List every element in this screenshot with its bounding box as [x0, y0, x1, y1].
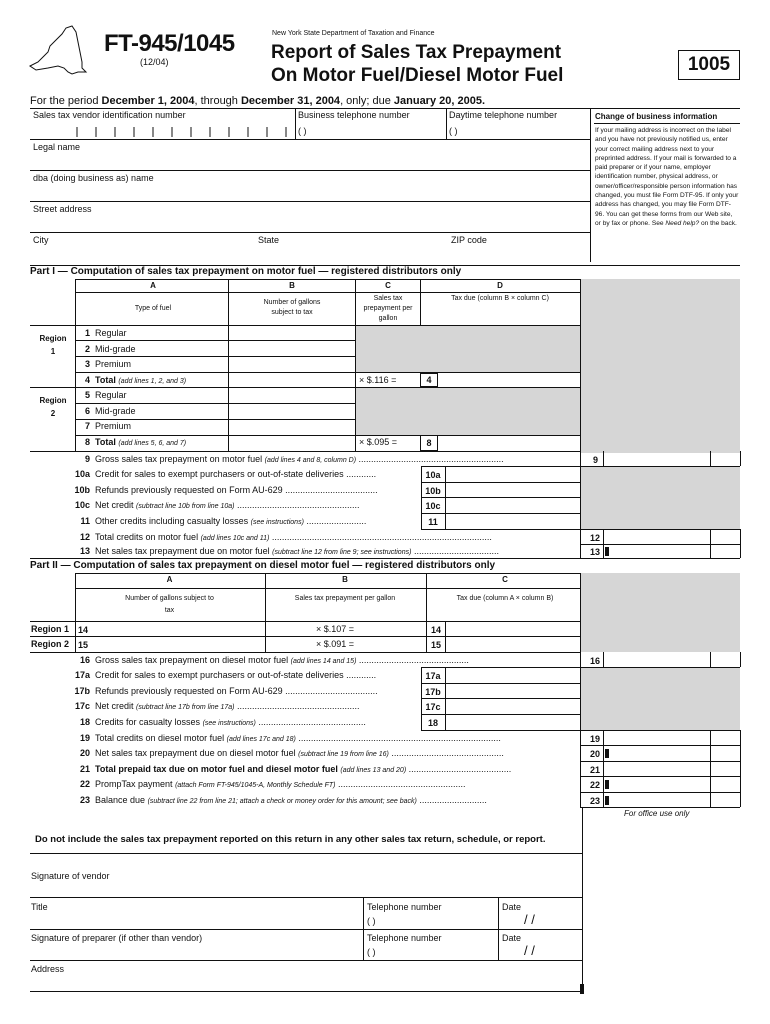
- business-phone-field[interactable]: ( ): [298, 126, 307, 136]
- line-14-rate: × $.107 =: [316, 624, 355, 634]
- line-17b-box: 17b: [425, 687, 441, 697]
- form-number: FT-945/1045: [104, 30, 235, 57]
- daytime-phone-label: Daytime telephone number: [449, 110, 558, 120]
- form-corner-mark: [580, 984, 584, 994]
- line-14-tax-due-input[interactable]: [446, 622, 579, 635]
- line-22-amount-input[interactable]: [610, 777, 709, 791]
- zip-label: ZIP code: [451, 235, 487, 245]
- vendor-id-field[interactable]: [30, 121, 295, 137]
- form-code-box: 1005: [678, 50, 740, 80]
- line-10c-amount-input[interactable]: [446, 498, 579, 512]
- part1-col-c: C: [385, 281, 391, 290]
- line-21: 21 Total prepaid tax due on motor fuel and diesel motor fuel (add lines 13 and 20) .........................................: [79, 764, 512, 774]
- form-title-line2: On Motor Fuel/Diesel Motor Fuel: [271, 65, 564, 86]
- part1-col-b: B: [289, 281, 295, 290]
- line-4-box: 4: [420, 373, 438, 387]
- part1-row-8: 8 Total (add lines 5, 6, and 7): [84, 437, 187, 447]
- city-state-zip-field[interactable]: [30, 233, 590, 263]
- dba-label: dba (doing business as) name: [33, 173, 154, 183]
- line-9: 9 Gross sales tax prepayment on motor fuel (add lines 4 and 8, column D) ..........................................................: [84, 454, 504, 464]
- line-17b: 17b Refunds previously requested on Form AU-629 .....................................: [74, 686, 378, 696]
- line-1-gallons-input[interactable]: [229, 326, 354, 340]
- warning-notice: Do not include the sales tax prepayment reported on this return in any other sales tax return, schedule, or report.: [35, 834, 546, 845]
- legal-name-label: Legal name: [33, 142, 81, 152]
- part2-head-a: Number of gallons subject to tax: [125, 595, 214, 614]
- dba-field[interactable]: [30, 171, 590, 201]
- part2-col-a: A: [166, 575, 173, 584]
- line-8-gallons-input[interactable]: [229, 436, 354, 450]
- line-23-box: 23: [590, 796, 601, 806]
- line-19-box: 19: [590, 734, 601, 744]
- line-22-box: 22: [590, 780, 601, 790]
- line-21-amount-input[interactable]: [604, 762, 709, 775]
- preparer-signature-label: Signature of preparer (if other than vendor): [31, 933, 203, 943]
- part1-row-6: 6 Mid-grade: [84, 406, 136, 416]
- line-13-box: 13: [590, 547, 601, 557]
- address-label: Address: [31, 964, 65, 974]
- line-17c-box: 17c: [425, 702, 441, 712]
- change-info-title: Change of business information: [595, 112, 718, 121]
- line-8-tax-due-input[interactable]: [439, 436, 579, 450]
- line-17a-amount-input[interactable]: [446, 668, 579, 682]
- line-17c-amount-input[interactable]: [446, 699, 579, 713]
- legal-name-field[interactable]: [30, 140, 590, 170]
- part1-head-c: Sales tax prepayment per gallon: [363, 295, 413, 322]
- line-10a-box: 10a: [425, 470, 441, 480]
- part2-head-b: Sales tax prepayment per gallon: [294, 595, 396, 602]
- line-3-gallons-input[interactable]: [229, 357, 354, 371]
- line-10b: 10b Refunds previously requested on Form AU-629 .....................................: [74, 485, 378, 495]
- line-4-tax-due-input[interactable]: [439, 373, 579, 386]
- line-13-marker: [605, 547, 609, 556]
- preparer-date-label: Date: [502, 933, 522, 943]
- line-15-rate: × $.091 =: [316, 639, 355, 649]
- preparer-phone-label: Telephone number: [367, 933, 442, 943]
- line-14-box: 14: [430, 625, 441, 635]
- line-19-amount-input[interactable]: [604, 731, 709, 744]
- part1-row-5: 5 Regular: [84, 390, 127, 400]
- part1-title: Part I — Computation of sales tax prepayment on motor fuel — registered distributors only: [30, 266, 462, 277]
- line-8-box: 8: [420, 435, 438, 451]
- line-18-box: 18: [427, 718, 438, 728]
- preparer-signature-field[interactable]: [30, 930, 363, 960]
- line-15-box: 15: [430, 640, 441, 650]
- line-10b-amount-input[interactable]: [446, 483, 579, 496]
- line-5-gallons-input[interactable]: [229, 388, 354, 402]
- vendor-date-label: Date: [502, 902, 522, 912]
- part1-row-3: 3 Premium: [84, 359, 132, 369]
- vendor-date-field[interactable]: / /: [524, 912, 535, 927]
- part2-region1-label: Region 1: [31, 624, 70, 634]
- line-22: 22 PrompTax payment (attach Form FT-945/1045-A, Monthly Schedule FT) ...................................................: [79, 779, 466, 789]
- line-20-box: 20: [590, 749, 601, 759]
- part1-head-a: Type of fuel: [134, 305, 172, 312]
- city-label: City: [33, 235, 49, 245]
- part1-row-7: 7 Premium: [84, 421, 132, 431]
- line-13-amount-input[interactable]: [610, 545, 709, 557]
- part1-head-d: Tax due (column B × column C): [451, 295, 549, 302]
- vendor-phone-label: Telephone number: [367, 902, 442, 912]
- office-use-area: [583, 820, 740, 990]
- line-16: 16 Gross sales tax prepayment on diesel motor fuel (add lines 14 and 15) ............................................: [79, 655, 469, 665]
- line-20-amount-input[interactable]: [610, 746, 709, 760]
- new-york-state-outline-logo: [28, 22, 88, 80]
- line-17a: 17a Credit for sales to exempt purchasers or out-of-state deliveries ............: [74, 670, 377, 680]
- line-17b-amount-input[interactable]: [446, 684, 579, 697]
- line-9-amount-input[interactable]: [604, 452, 709, 465]
- street-address-field[interactable]: [30, 202, 590, 232]
- business-phone-label: Business telephone number: [298, 110, 410, 120]
- line-2-gallons-input[interactable]: [229, 341, 354, 355]
- line-10a-amount-input[interactable]: [446, 467, 579, 481]
- part1-col-a: A: [150, 281, 156, 290]
- line-10c-box: 10c: [425, 501, 441, 511]
- vendor-id-label: Sales tax vendor identification number: [33, 110, 186, 120]
- address-field[interactable]: [30, 961, 582, 991]
- line-18-amount-input[interactable]: [446, 715, 579, 729]
- form-title-line1: Report of Sales Tax Prepayment: [271, 42, 562, 63]
- line-8-rate: × $.095 =: [359, 437, 398, 447]
- line-23-amount-input[interactable]: [610, 793, 709, 806]
- filing-period: For the period December 1, 2004, through December 31, 2004, only; due January 20, 2005.: [30, 95, 486, 107]
- part2-title: Part II — Computation of sales tax prepayment on diesel motor fuel — registered distributors only: [30, 560, 496, 571]
- daytime-phone-field[interactable]: ( ): [449, 126, 458, 136]
- vendor-signature-field[interactable]: [30, 854, 582, 897]
- vendor-signature-label: Signature of vendor: [31, 871, 110, 881]
- line-13: 13 Net sales tax prepayment due on motor fuel (subtract line 12 from line 9; see instructions) ..................................: [79, 546, 499, 556]
- region2-label: Region 2: [39, 396, 67, 418]
- line-15-num: 15: [78, 640, 89, 650]
- line-20-marker: [605, 749, 609, 758]
- line-10c: 10c Net credit (subtract line 10b from line 10a) .................................................: [74, 500, 360, 510]
- vendor-phone-field[interactable]: ( ): [367, 916, 376, 926]
- line-12: 12 Total credits on motor fuel (add lines 10c and 11) ........................................................................................: [79, 532, 492, 542]
- line-20: 20 Net sales tax prepayment due on diesel motor fuel (subtract line 19 from line 16) .............................................: [79, 748, 504, 758]
- change-info-body: If your mailing address is incorrect on the label and you have not previously notified us, enter your correct mailing address next to your preprinted address. If your mail is forwarded to a paid preparer or if your name, employer identification number, physical address, or owner/officer/responsible person information has changed, you must file Form DTF-95. If only your address has changed, you may file Form DTF-96. You can get these forms from our Web site, or by fax or phone. See Need help? on the back.: [595, 127, 739, 227]
- line-23: 23 Balance due (subtract line 22 from line 21; attach a check or money order for this amount; see back) ...........................: [79, 795, 487, 805]
- title-field[interactable]: [30, 898, 363, 928]
- line-21-box: 21: [590, 765, 601, 775]
- line-22-marker: [605, 780, 609, 789]
- line-12-amount-input[interactable]: [604, 530, 709, 543]
- part1-row-4: 4 Total (add lines 1, 2, and 3): [84, 375, 187, 385]
- part2-region2-label: Region 2: [31, 639, 70, 649]
- line-16-amount-input[interactable]: [604, 653, 709, 666]
- line-12-box: 12: [590, 533, 601, 543]
- line-15-gallons-input[interactable]: [92, 637, 264, 651]
- state-label: State: [258, 235, 280, 245]
- line-10a: 10a Credit for sales to exempt purchasers or out-of-state deliveries ............: [74, 469, 377, 479]
- form-revision: (12/04): [140, 57, 169, 67]
- part1-row-1: 1 Regular: [84, 328, 127, 338]
- line-19: 19 Total credits on diesel motor fuel (add lines 17c and 18) .................................................................................: [79, 733, 501, 743]
- line-9-box: 9: [593, 455, 599, 465]
- line-11-box: 11: [428, 517, 438, 527]
- line-17c: 17c Net credit (subtract line 17b from line 17a) .................................................: [74, 701, 360, 711]
- line-7-gallons-input[interactable]: [229, 420, 354, 434]
- line-18: 18 Credits for casualty losses (see instructions) ...........................................: [79, 717, 366, 727]
- line-16-box: 16: [590, 656, 601, 666]
- line-17a-box: 17a: [425, 671, 441, 681]
- office-use-label: For office use only: [624, 809, 690, 818]
- preparer-phone-field[interactable]: ( ): [367, 947, 376, 957]
- line-14-num: 14: [78, 625, 89, 635]
- line-15-tax-due-input[interactable]: [446, 637, 579, 651]
- part1-row-2: 2 Mid-grade: [84, 344, 136, 354]
- department-name: New York State Department of Taxation and Finance: [272, 30, 435, 37]
- line-11: 11 Other credits including casualty losses (see instructions) ........................: [80, 516, 367, 526]
- vendor-id-digit-ticks: [30, 121, 295, 137]
- line-10b-box: 10b: [425, 486, 441, 496]
- part2-head-c: Tax due (column A × column B): [456, 595, 554, 602]
- preparer-date-field[interactable]: / /: [524, 943, 535, 958]
- part2-col-b: B: [342, 575, 348, 584]
- line-14-gallons-input[interactable]: [92, 622, 264, 635]
- line-4-rate: × $.116 =: [359, 375, 397, 385]
- street-address-label: Street address: [33, 204, 92, 214]
- part2-col-c: C: [502, 575, 508, 584]
- region1-label: Region 1: [39, 334, 67, 356]
- part1-head-b: Number of gallons subject to tax: [263, 299, 321, 316]
- part1-col-d: D: [497, 281, 503, 290]
- line-11-amount-input[interactable]: [446, 514, 579, 528]
- line-6-gallons-input[interactable]: [229, 404, 354, 418]
- line-23-marker: [605, 796, 609, 805]
- line-4-gallons-input[interactable]: [229, 373, 354, 386]
- title-label: Title: [31, 902, 48, 912]
